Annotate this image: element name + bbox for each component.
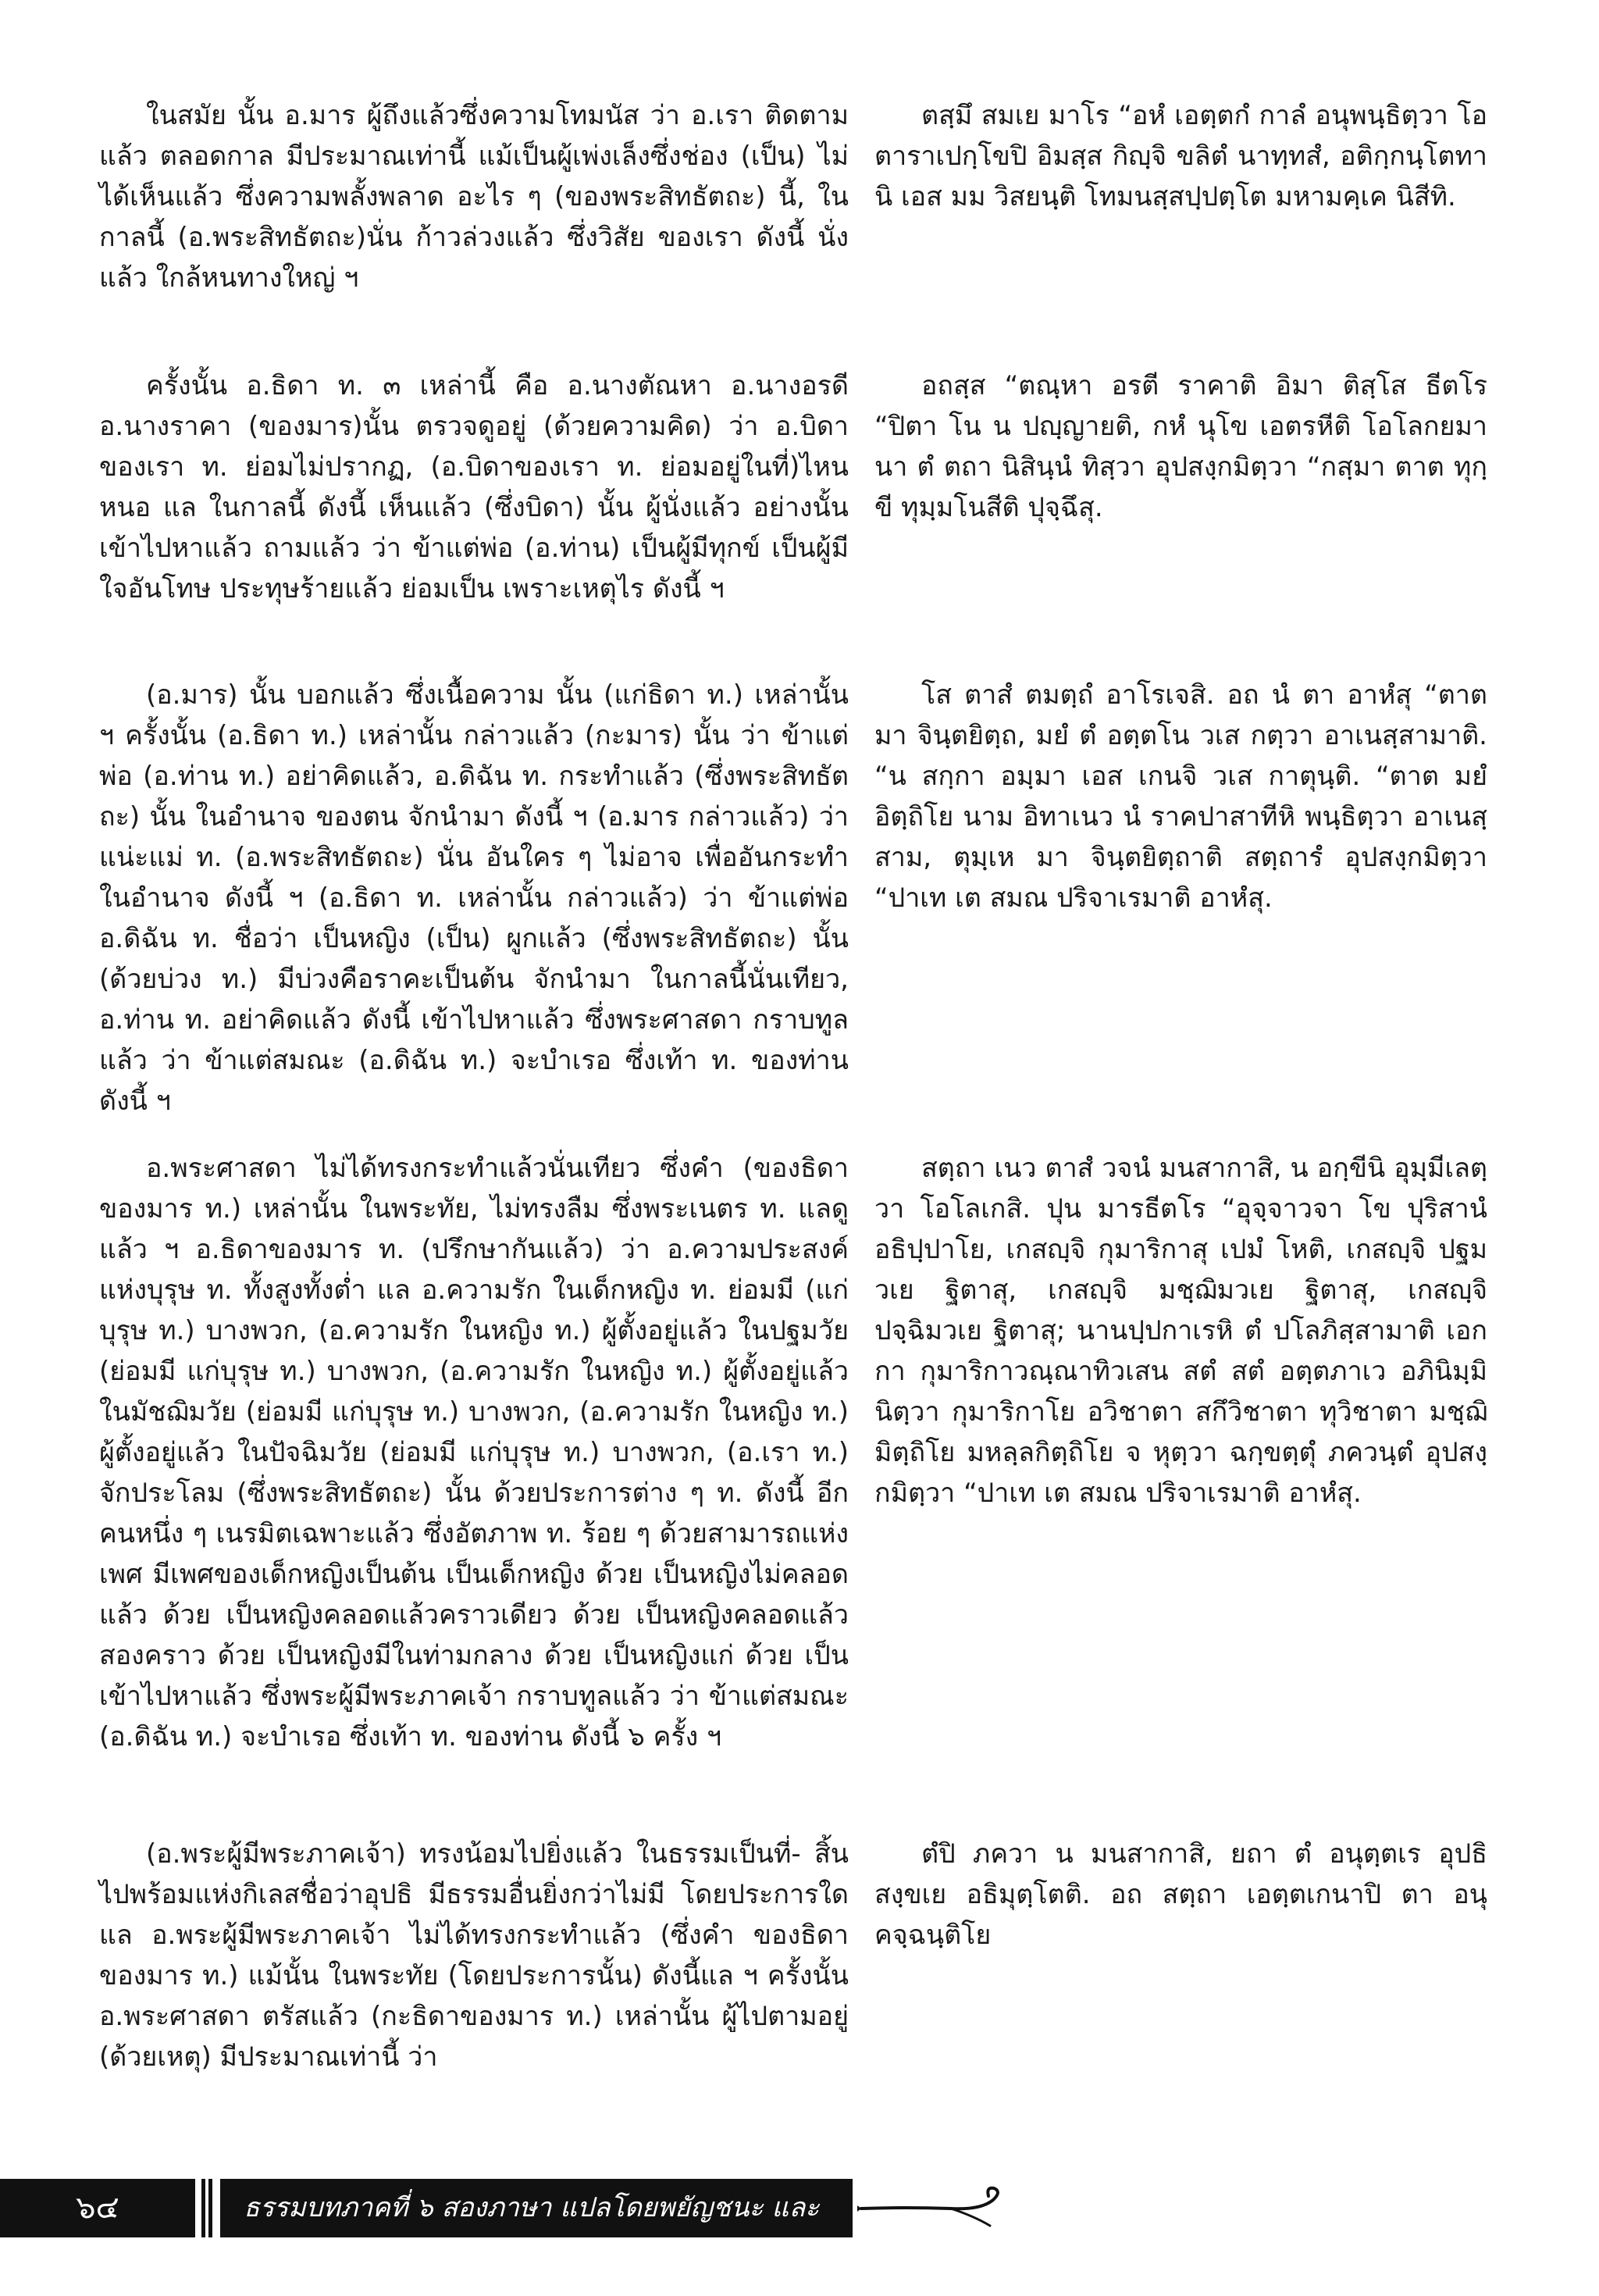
page-number: ๖๔ xyxy=(0,2179,195,2237)
page-footer xyxy=(0,2179,1599,2282)
thai-translation-paragraph: ครั้งนั้น อ.ธิดา ท. ๓ เหล่านี้ คือ อ.นางตัณหา อ.นางอรดี อ.นางราคา (ของมาร)นั้น ตรวจดูอยู่ (ด้วยความคิด) ว่า อ.บิดา ของเรา ท. ย่อมไม่ปรากฏ, (อ.บิดาของเรา ท. ย่อมอยู่ในที่)ไหนหนอ แล ในกาลนี้ ดังนี้ เห็นแล้ว (ซึ่งบิดา) นั้น ผู้นั่งแล้ว อย่างนั้น เข้าไปหาแล้ว ถามแล้ว ว่า ข้าแต่พ่อ (อ.ท่าน) เป็นผู้มีทุกข์ เป็นผู้มีใจอันโทษ ประทุษร้ายแล้ว ย่อมเป็น เพราะเหตุไร ดังนี้ ฯ xyxy=(99,370,849,604)
swirl-ornament-icon xyxy=(857,2185,1013,2232)
pali-source-paragraph: ตํปิ ภควา น มนสากาสิ, ยถา ตํ อนุตฺตเร อุปธิสงฺขเย อธิมุตฺโตติ. อถ สตฺถา เอตฺตเกนาปิ ตา อนุคจฺฉนฺติโย xyxy=(874,1838,1487,1951)
book-title: ธรรมบทภาคที่ ๖ สองภาษา แปลโดยพยัญชนะ และ บาลี xyxy=(220,2179,853,2237)
thai-translation-paragraph: ในสมัย นั้น อ.มาร ผู้ถึงแล้วซึ่งความโทมนัส ว่า อ.เรา ติดตามแล้ว ตลอดกาล มีประมาณเท่านี้ แม้เป็นผู้เพ่งเล็งซึ่งช่อง (เป็น) ไม่ได้เห็นแล้ว ซึ่งความพลั้งพลาด อะไร ๆ (ของพระสิทธัตถะ) นี้, ในกาลนี้ (อ.พระสิทธัตถะ)นั่น ก้าวล่วงแล้ว ซึ่งวิสัย ของเรา ดังนี้ นั่งแล้ว ใกล้หนทางใหญ่ ฯ xyxy=(99,100,849,294)
thai-translation-paragraph: (อ.มาร) นั้น บอกแล้ว ซึ่งเนื้อความ นั้น (แก่ธิดา ท.) เหล่านั้น ฯ ครั้งนั้น (อ.ธิดา ท.) เหล่านั้น กล่าวแล้ว (กะมาร) นั้น ว่า ข้าแต่พ่อ (อ.ท่าน ท.) อย่าคิดแล้ว, อ.ดิฉัน ท. กระทำแล้ว (ซึ่งพระสิทธัตถะ) นั้น ในอำนาจ ของตน จักนำมา ดังนี้ ฯ (อ.มาร กล่าวแล้ว) ว่า แน่ะแม่ ท. (อ.พระสิทธัตถะ) นั่น อันใคร ๆ ไม่อาจ เพื่ออันกระทำ ในอำนาจ ดังนี้ ฯ (อ.ธิดา ท. เหล่านั้น กล่าวแล้ว) ว่า ข้าแต่พ่อ อ.ดิฉัน ท. ชื่อว่า เป็นหญิง (เป็น) ผูกแล้ว (ซึ่งพระสิทธัตถะ) นั้น (ด้วยบ่วง ท.) มีบ่วงคือราคะเป็นต้น จักนำมา ในกาลนี้นั่นเทียว, อ.ท่าน ท. อย่าคิดแล้ว ดังนี้ เข้าไปหาแล้ว ซึ่งพระศาสดา กราบทูลแล้ว ว่า ข้าแต่สมณะ (อ.ดิฉัน ท.) จะบำเรอ ซึ่งเท้า ท. ของท่าน ดังนี้ ฯ xyxy=(99,679,849,1117)
thai-translation-paragraph: (อ.พระผู้มีพระภาคเจ้า) ทรงน้อมไปยิ่งแล้ว ในธรรมเป็นที่- สิ้นไปพร้อมแห่งกิเลสชื่อว่าอุปธิ มีธรรมอื่นยิ่งกว่าไม่มี โดยประการใด แล อ.พระผู้มีพระภาคเจ้า ไม่ได้ทรงกระทำแล้ว (ซึ่งคำ ของธิดา ของมาร ท.) แม้นั้น ในพระทัย (โดยประการนั้น) ดังนี้แล ฯ ครั้งนั้น อ.พระศาสดา ตรัสแล้ว (กะธิดาของมาร ท.) เหล่านั้น ผู้ไปตามอยู่ (ด้วยเหตุ) มีประมาณเท่านี้ ว่า xyxy=(99,1838,849,2073)
pali-source-paragraph: สตฺถา เนว ตาสํ วจนํ มนสากาสิ, น อกฺขีนิ อุมฺมีเลตฺวา โอโลเกสิ. ปุน มารธีตโร “อุจฺจาวจา โข ปุริสานํ อธิปฺปาโย, เกสญฺจิ กุมาริกาสุ เปมํ โหติ, เกสญฺจิ ปฐมวเย ฐิตาสุ, เกสญฺจิ มชฺฌิมวเย ฐิตาสุ, เกสญฺจิ ปจฺฉิมวเย ฐิตาสุ; นานปฺปกาเรหิ ตํ ปโลภิสฺสามาติ เอกกา กุมาริกาวณฺณาทิวเสน สตํ สตํ อตฺตภาเว อภินิมฺมินิตฺวา กุมาริกาโย อวิชาตา สกึวิชาตา ทุวิชาตา มชฺฌิมิตฺถิโย มหลฺลกิตฺถิโย จ หุตฺวา ฉกฺขตฺตุํ ภควนฺตํ อุปสงฺกมิตฺวา “ปาเท เต สมณ ปริจาเรมาติ อาหํสุ. xyxy=(874,1153,1487,1509)
pali-source-paragraph: อถสฺส “ตณฺหา อรตี ราคาติ อิมา ติสฺโส ธีตโร “ปิตา โน น ปญฺญายติ, กหํ นุโข เอตรหีติ โอโลกยมานา ตํ ตถา นิสินฺนํ ทิสฺวา อุปสงฺกมิตฺวา “กสฺมา ตาต ทุกฺขี ทุมฺมโนสีติ ปุจฺฉึสุ. xyxy=(874,370,1487,523)
thai-translation-paragraph: อ.พระศาสดา ไม่ได้ทรงกระทำแล้วนั่นเทียว ซึ่งคำ (ของธิดา ของมาร ท.) เหล่านั้น ในพระทัย, ไม่ทรงลืม ซึ่งพระเนตร ท. แลดูแล้ว ฯ อ.ธิดาของมาร ท. (ปรึกษากันแล้ว) ว่า อ.ความประสงค์ แห่งบุรุษ ท. ทั้งสูงทั้งต่ำ แล อ.ความรัก ในเด็กหญิง ท. ย่อมมี (แก่บุรุษ ท.) บางพวก, (อ.ความรัก ในหญิง ท.) ผู้ตั้งอยู่แล้ว ในปฐมวัย (ย่อมมี แก่บุรุษ ท.) บางพวก, (อ.ความรัก ในหญิง ท.) ผู้ตั้งอยู่แล้ว ในมัชฌิมวัย (ย่อมมี แก่บุรุษ ท.) บางพวก, (อ.ความรัก ในหญิง ท.) ผู้ตั้งอยู่แล้ว ในปัจฉิมวัย (ย่อมมี แก่บุรุษ ท.) บางพวก, (อ.เรา ท.) จักประโลม (ซึ่งพระสิทธัตถะ) นั้น ด้วยประการต่าง ๆ ท. ดังนี้ อีก คนหนึ่ง ๆ เนรมิตเฉพาะแล้ว ซึ่งอัตภาพ ท. ร้อย ๆ ด้วยสามารถแห่งเพศ มีเพศของเด็กหญิงเป็นต้น เป็นเด็กหญิง ด้วย เป็นหญิงไม่คลอดแล้ว ด้วย เป็นหญิงคลอดแล้วคราวเดียว ด้วย เป็นหญิงคลอดแล้ว สองคราว ด้วย เป็นหญิงมีในท่ามกลาง ด้วย เป็นหญิงแก่ ด้วย เป็น เข้าไปหาแล้ว ซึ่งพระผู้มีพระภาคเจ้า กราบทูลแล้ว ว่า ข้าแต่สมณะ (อ.ดิฉัน ท.) จะบำเรอ ซึ่งเท้า ท. ของท่าน ดังนี้ ๖ ครั้ง ฯ xyxy=(99,1153,849,1752)
pali-source-paragraph: ตสฺมึ สมเย มาโร “อหํ เอตฺตกํ กาลํ อนุพนฺธิตฺวา โอตาราเปกฺโขปิ อิมสฺส กิญฺจิ ขลิตํ นาทฺทสํ, อติกฺกนฺโตทานิ เอส มม วิสยนฺติ โทมนสฺสปฺปตฺโต มหามคฺเค นิสีทิ. xyxy=(874,100,1487,212)
divider-bars xyxy=(201,2179,217,2237)
pali-source-paragraph: โส ตาสํ ตมตฺถํ อาโรเจสิ. อถ นํ ตา อาหํสุ “ตาต มา จินฺตยิตฺถ, มยํ ตํ อตฺตโน วเส กตฺวา อาเนสฺสามาติ. “น สกฺกา อมฺมา เอส เกนจิ วเส กาตุนฺติ. “ตาต มยํ อิตฺถิโย นาม อิทาเนว นํ ราคปาสาทีหิ พนฺธิตฺวา อาเนสฺสาม, ตุมฺเห มา จินฺตยิตฺถาติ สตฺถารํ อุปสงฺกมิตฺวา “ปาเท เต สมณ ปริจาเรมาติ อาหํสุ. xyxy=(874,679,1487,914)
